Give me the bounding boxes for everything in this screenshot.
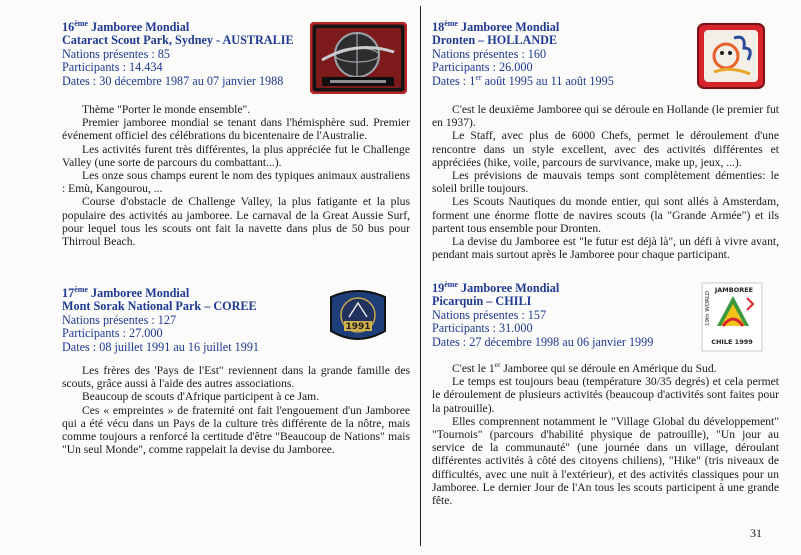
paragraph: Les frères des 'Pays de l'Est" reviennent dans la grande famille des scouts, grâce aussi à l'aide des autres associations. <box>62 364 410 391</box>
paragraph: Les Scouts Nautiques du monde entier, qui sont allés à Amsterdam, forment une énorme flotte de navires scouts (la "Grande Armée") et ils partent tous ensemble pour Dronten. <box>432 195 779 235</box>
jamboree-17-badge <box>327 287 389 345</box>
jamboree-16-header <box>62 18 312 88</box>
jamboree-19-location: Picarquin – CHILI <box>432 294 532 309</box>
jamboree-18-title: 18ème Jamboree Mondial <box>432 18 560 34</box>
jamboree-19-nations: Nations présentes : 157 <box>432 307 547 322</box>
svg-text:CHILE 1999: CHILE 1999 <box>711 338 753 346</box>
paragraph: C'est le 1er Jamboree qui se déroule en Amérique du Sud. <box>452 360 717 375</box>
paragraph: Beaucoup de scouts d'Afrique participent à ce Jam. <box>82 390 320 404</box>
jamboree-17-dates: Dates : 08 juillet 1991 au 16 juillet 1991 <box>62 339 260 354</box>
jamboree-18-nations: Nations présentes : 160 <box>432 46 547 61</box>
jamboree-17-title: 17ème Jamboree Mondial <box>62 284 190 300</box>
jamboree-19-badge <box>701 282 763 352</box>
jamboree-16-title: 16ème Jamboree Mondial <box>62 18 190 34</box>
svg-text:19th WORLD: 19th WORLD <box>705 290 711 326</box>
jamboree-18-dates: Dates : 1er août 1995 au 11 août 1995 <box>432 72 614 88</box>
paragraph: Elles comprennent notamment le "Village Global du développement" "Tournois" (parcours d'habilité physique de patrouille), "Un jour au service de la communauté" (une journée dans un village, déroulant différentes activités à côté des citoyens chiliens), "Hike" (tris niveaux de difficultés, avec une nuit à l'extérieur), et des activités classiques pour un Jamboree. Le dernier Jour de l'An tous les scouts participent à une grande fête. <box>432 414 779 508</box>
jamboree-17-text <box>62 364 410 456</box>
jamboree-18-participants: Participants : 26.000 <box>432 60 533 75</box>
jamboree-16-participants: Participants : 14.434 <box>62 60 163 75</box>
paragraph: Premier jamboree mondial se tenant dans l'hémisphère sud. Premier événement officiel des célébrations du bicentenaire de l'Australie. <box>62 116 410 143</box>
jamboree-17-header <box>62 284 322 354</box>
paragraph: Thème "Porter le monde ensemble". <box>82 103 251 116</box>
jamboree-16-text <box>62 103 410 248</box>
jamboree-19-dates: Dates : 27 décembre 1998 au 06 janvier 1999 <box>432 334 654 349</box>
jamboree-18-badge <box>696 22 766 90</box>
jamboree-17-participants: Participants : 27.000 <box>62 326 163 341</box>
paragraph: C'est le deuxième Jamboree qui se déroule en Hollande (le premier fut en 1937). <box>432 103 779 130</box>
jamboree-17-location: Mont Sorak National Park – COREE <box>62 299 257 314</box>
jamboree-18-header <box>432 18 672 88</box>
page-number: 31 <box>750 526 762 540</box>
jamboree-19-header <box>432 279 692 349</box>
paragraph: Course d'obstacle de Challenge Valley, la plus fatigante et la plus populaire des activités au jamboree. Le carnaval de la Great Aussie Surf, pour lequel tous les scouts ont fait la navette dans plus de 50 bus pour Thirroul Beach. <box>62 195 410 249</box>
paragraph: La devise du Jamboree est "le futur est déjà là", un défi à vivre avant, pendant mais surtout après le Jamboree pour chaque participant. <box>432 235 779 262</box>
jamboree-18-text <box>432 103 779 261</box>
column-divider <box>420 6 421 546</box>
jamboree-16-nations: Nations présentes : 85 <box>62 46 170 61</box>
jamboree-19-text <box>432 362 779 507</box>
jamboree-18-location: Dronten – HOLLANDE <box>432 33 558 48</box>
paragraph: Le Staff, avec plus de 6000 Chefs, permet le déroulement d'une rencontre dans un style excellent, avec des activités différentes et appréciées (hike, voile, parcours de survivance, make up, jeux, ...). <box>432 129 779 169</box>
paragraph: Ces « empreintes » de fraternité ont fait l'engouement d'un Jamboree qui a été vécu dans un Pays de la culture très différente de la nôtre, mais comme toujours a renforcé la certitude d'être "Beaucoup de Nations" mais "Un seul Monde", comme rappelait la devise du Jamboree. <box>62 403 410 457</box>
svg-text:1991: 1991 <box>345 322 371 332</box>
paragraph: Le temps est toujours beau (température 30/35 degrés) et cela permet le déroulement de plusieurs activités (beaucoup d'activités sont faites pour la patrouille). <box>432 375 779 415</box>
jamboree-19-participants: Participants : 31.000 <box>432 321 533 336</box>
jamboree-16-badge <box>310 22 407 94</box>
paragraph: Les activités furent très différentes, la plus appréciée fut le Challenge Valley (une sorte de parcours du combattant...). <box>62 142 410 169</box>
jamboree-19-title: 19ème Jamboree Mondial <box>432 279 560 295</box>
jamboree-16-dates: Dates : 30 décembre 1987 au 07 janvier 1988 <box>62 73 284 88</box>
jamboree-16-location: Cataract Scout Park, Sydney - AUSTRALIE <box>62 33 294 48</box>
jamboree-17-nations: Nations présentes : 127 <box>62 312 177 327</box>
paragraph: Les onze sous champs eurent le nom des typiques animaux australiens : Emù, Kangourou, ... <box>62 169 410 196</box>
svg-text:JAMBOREE: JAMBOREE <box>714 286 754 294</box>
paragraph: Les prévisions de mauvais temps sont complètement démenties: le soleil brille toujours. <box>432 169 779 196</box>
